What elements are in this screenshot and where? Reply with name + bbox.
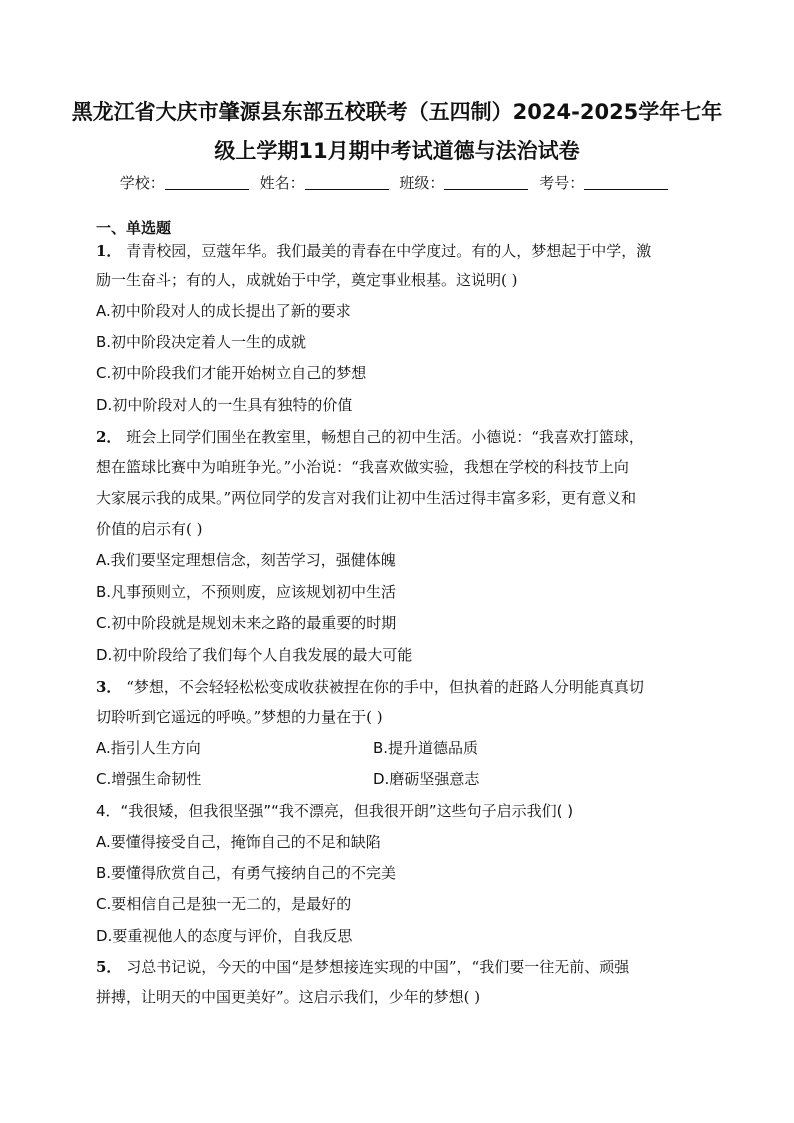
name-blank[interactable] (305, 189, 389, 190)
question-3-number: 3． (96, 678, 122, 696)
question-1-option-d[interactable]: D.初中阶段对人的一生具有独特的价值 (96, 396, 353, 414)
student-info-row (0, 172, 794, 193)
question-2-option-d[interactable]: D.初中阶段给了我们每个人自我发展的最大可能 (96, 646, 413, 664)
section-title: 一、单选题 (96, 219, 172, 237)
question-2-stem-2: 想在篮球比赛中为咱班争光。”小治说：“我喜欢做实验，我想在学校的科技节上向 (96, 458, 629, 476)
question-2-line-1 (96, 427, 644, 447)
question-3-option-d[interactable]: D.磨砺坚强意志 (373, 770, 480, 788)
question-5-stem-1: 习总书记说，今天的中国“是梦想接连实现的中国”，“我们要一往无前、顽强 (126, 958, 630, 976)
question-2-option-a[interactable]: A.我们要坚定理想信念，刻苦学习，强健体魄 (96, 551, 396, 569)
school-label: 学校： (119, 174, 165, 192)
class-label: 班级： (399, 174, 445, 192)
question-3-stem-1: “梦想，不会轻轻松松变成收获被捏在你的手中，但执着的赶路人分明能真真切 (126, 678, 644, 696)
name-label: 姓名： (259, 174, 305, 192)
question-2-number: 2． (96, 428, 122, 446)
question-1-option-c[interactable]: C.初中阶段我们才能开始树立自己的梦想 (96, 364, 367, 382)
question-3-option-b[interactable]: B.提升道德品质 (373, 739, 479, 757)
question-1-stem-1: 青青校园，豆蔻年华。我们最美的青春在中学度过。有的人，梦想起于中学，激 (126, 242, 652, 260)
question-2-stem-1: 班会上同学们围坐在教室里，畅想自己的初中生活。小德说：“我喜欢打篮球， (126, 428, 644, 446)
question-3-stem-2: 切聆听到它遥远的呼唤。”梦想的力量在于( ) (96, 708, 383, 726)
question-1-stem-2: 励一生奋斗；有的人，成就始于中学，奠定事业根基。这说明( ) (96, 271, 518, 289)
question-4-option-b[interactable]: B.要懂得欣赏自己，有勇气接纳自己的不完美 (96, 864, 397, 882)
question-3-options-row-2 (96, 769, 696, 789)
question-5-stem-2: 拼搏，让明天的中国更美好”。这启示我们，少年的梦想( ) (96, 988, 481, 1006)
question-4-option-a[interactable]: A.要懂得接受自己，掩饰自己的不足和缺陷 (96, 833, 381, 851)
question-4-option-d[interactable]: D.要重视他人的态度与评价，自我反思 (96, 927, 353, 945)
question-2-option-b[interactable]: B.凡事预则立，不预则废，应该规划初中生活 (96, 583, 397, 601)
question-2-option-c[interactable]: C.初中阶段就是规划未来之路的最重要的时期 (96, 614, 397, 632)
question-4-line-1 (96, 801, 573, 821)
question-5-number: 5． (96, 958, 122, 976)
exam-number-blank[interactable] (584, 189, 668, 190)
exam-number-label: 考号： (539, 174, 585, 192)
question-3-option-c[interactable]: C.增强生命韧性 (96, 770, 202, 788)
question-4-option-c[interactable]: C.要相信自己是独一无二的，是最好的 (96, 895, 352, 913)
question-4-stem-1: “我很矮，但我很坚强”“我不漂亮，但我很开朗”这些句子启示我们( ) (120, 802, 574, 820)
class-blank[interactable] (444, 189, 528, 190)
question-3-option-a[interactable]: A.指引人生方向 (96, 739, 201, 757)
question-5-line-1 (96, 957, 629, 977)
question-1-option-a[interactable]: A.初中阶段对人的成长提出了新的要求 (96, 302, 351, 320)
question-4-number: 4． (96, 802, 121, 820)
exam-title-line-1: 黑龙江省大庆市肇源县东部五校联考（五四制）2024-2025学年七年 (71, 100, 723, 124)
question-1-line-1 (96, 241, 651, 261)
question-1-option-b[interactable]: B.初中阶段决定着人一生的成就 (96, 333, 307, 351)
question-3-options-row-1 (96, 738, 696, 758)
question-2-stem-4: 价值的启示有( ) (96, 520, 203, 538)
question-1-number: 1． (96, 242, 122, 260)
question-3-line-1 (96, 677, 644, 697)
school-blank[interactable] (165, 189, 249, 190)
exam-title-line-2: 级上学期11月期中考试道德与法治试卷 (214, 139, 580, 163)
question-2-stem-3: 大家展示我的成果。”两位同学的发言对我们让初中生活过得丰富多彩，更有意义和 (96, 489, 637, 507)
